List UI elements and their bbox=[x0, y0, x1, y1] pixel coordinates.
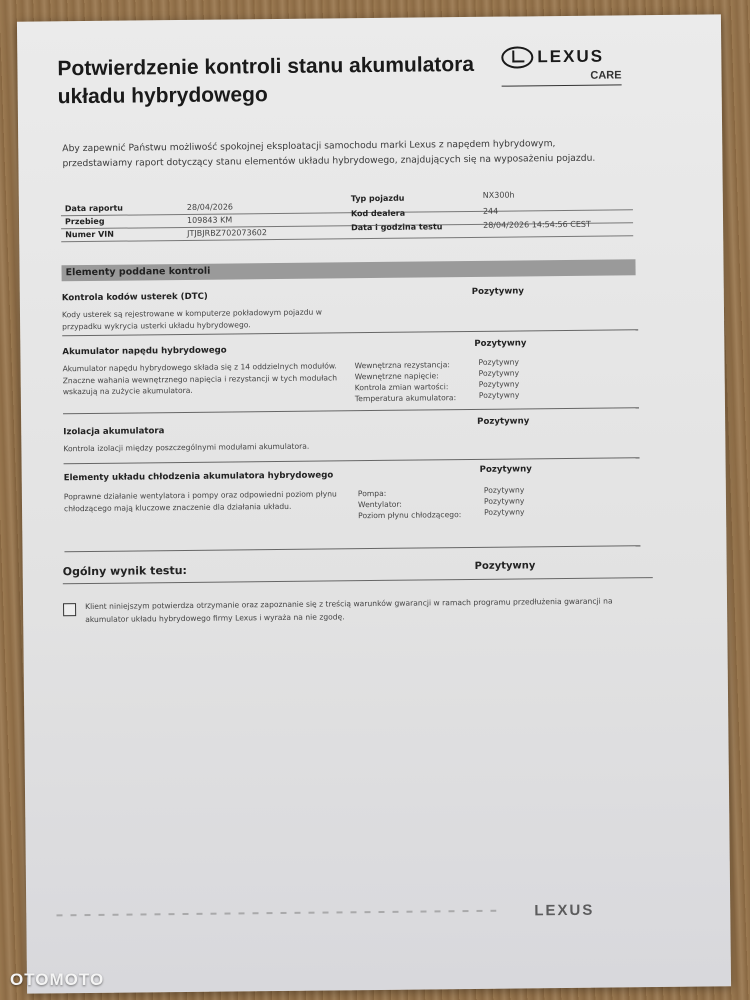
battery-sub-label: Temperatura akumulatora: bbox=[354, 393, 457, 404]
battery-sub-label: Wewnętrzne napięcie: bbox=[354, 371, 439, 382]
isolation-description: Kontrola izolacji między poszczególnymi modułami akumulatora. bbox=[63, 441, 310, 454]
mileage-label: Przebieg bbox=[64, 216, 105, 227]
cooling-status: Pozytywny bbox=[479, 464, 532, 475]
cooling-sub-value: Pozytywny bbox=[483, 496, 525, 506]
cooling-sub-value: Pozytywny bbox=[483, 485, 525, 495]
logo-brand: LEXUS bbox=[537, 46, 605, 67]
intro-text: Aby zapewnić Państwu możliwość spokojnej eksploatacji samochodu marki Lexus z napędem hybrydowym, przedstawiamy raport dotyczący stanu elementów układu hybrydowego, znajdujących się na wyposażeniu pojazdu. bbox=[62, 138, 596, 170]
check-cooling-system bbox=[64, 463, 641, 559]
lexus-emblem-icon bbox=[501, 46, 533, 68]
battery-description: Akumulator napędu hybrydowego składa się z 14 oddzielnych modułów. Znaczne wahania wewnętrznego napięcia i rezystancji w tych modułach wskazują na zużycie akumulatora. bbox=[62, 361, 338, 397]
section-header bbox=[61, 259, 635, 281]
check-battery-isolation bbox=[63, 415, 639, 467]
cooling-sub-label: Pompa: bbox=[357, 488, 387, 499]
otomoto-watermark: OTOMOTO bbox=[10, 970, 105, 989]
dtc-status: Pozytywny bbox=[471, 286, 525, 297]
vin-value: JTJBJRBZ702073602 bbox=[187, 228, 267, 238]
cooling-sub-value: Pozytywny bbox=[484, 507, 525, 517]
cooling-description: Poprawne działanie wentylatora i pompy oraz odpowiedni poziom płynu chłodzącego mają kluczowe znaczenie dla działania układu. bbox=[63, 489, 337, 513]
isolation-status: Pozytywny bbox=[477, 416, 530, 427]
logo-subtitle: CARE bbox=[501, 69, 621, 86]
dtc-title: Kontrola kodów usterek (DTC) bbox=[61, 291, 208, 304]
vin-label: Numer VIN bbox=[65, 229, 114, 240]
battery-title: Akumulator napędu hybrydowego bbox=[62, 345, 227, 358]
dealer-code-value: 244 bbox=[482, 206, 499, 216]
mileage-value: 109843 KM bbox=[186, 215, 233, 225]
document-title: Potwierdzenie kontroli stanu akumulatora układu hybrydowego bbox=[57, 52, 475, 109]
cooling-sub-label: Poziom płynu chłodzącego: bbox=[358, 510, 462, 521]
dtc-description: Kody usterek są rejestrowane w komputerze pokładowym pojazdu w przypadku wykrycia usterki układu hybrydowego. bbox=[61, 307, 323, 331]
isolation-title: Izolacja akumulatora bbox=[63, 426, 165, 438]
battery-sub-value: Pozytywny bbox=[478, 357, 520, 367]
battery-sub-label: Wewnętrzna rezystancja: bbox=[354, 360, 450, 371]
vehicle-info-table bbox=[61, 190, 633, 242]
consent-text: Klient niniejszym potwierdza otrzymanie oraz zapoznanie się z treścią warunków gwarancji w ramach programu przedłużenia gwarancji na akumulator układu hybrydowego firmy Lexus i wyraża na nie zgodę. bbox=[85, 596, 613, 624]
check-dtc bbox=[62, 285, 638, 337]
footer-line bbox=[56, 910, 496, 917]
document-page bbox=[17, 14, 731, 993]
battery-sub-value: Pozytywny bbox=[478, 368, 520, 378]
consent-checkbox[interactable] bbox=[63, 603, 76, 616]
cooling-title: Elementy układu chłodzenia akumulatora hybrydowego bbox=[63, 470, 334, 484]
check-hybrid-battery bbox=[62, 337, 639, 415]
battery-sub-label: Kontrola zmian wartości: bbox=[354, 382, 449, 393]
overall-result-value: Pozytywny bbox=[474, 560, 536, 572]
overall-result bbox=[62, 559, 653, 579]
battery-sub-value: Pozytywny bbox=[478, 379, 520, 389]
footer-logo: LEXUS bbox=[534, 901, 595, 920]
test-datetime-value: 28/04/2026 14:54:56 CEST bbox=[483, 219, 591, 230]
dealer-code-label: Kod dealera bbox=[350, 208, 406, 219]
battery-status: Pozytywny bbox=[474, 338, 527, 349]
report-date-value: 28/04/2026 bbox=[186, 202, 234, 212]
cooling-sub-label: Wentylator: bbox=[357, 499, 403, 510]
report-date-label: Data raportu bbox=[64, 203, 124, 214]
overall-result-label: Ogólny wynik testu: bbox=[62, 563, 187, 579]
vehicle-type-label: Typ pojazdu bbox=[350, 193, 405, 204]
vehicle-type-value: NX300h bbox=[482, 190, 515, 200]
test-datetime-label: Data i godzina testu bbox=[351, 222, 443, 233]
section-title: Elementy poddane kontroli bbox=[65, 265, 211, 279]
battery-sub-value: Pozytywny bbox=[478, 390, 520, 400]
lexus-care-logo bbox=[501, 45, 621, 86]
